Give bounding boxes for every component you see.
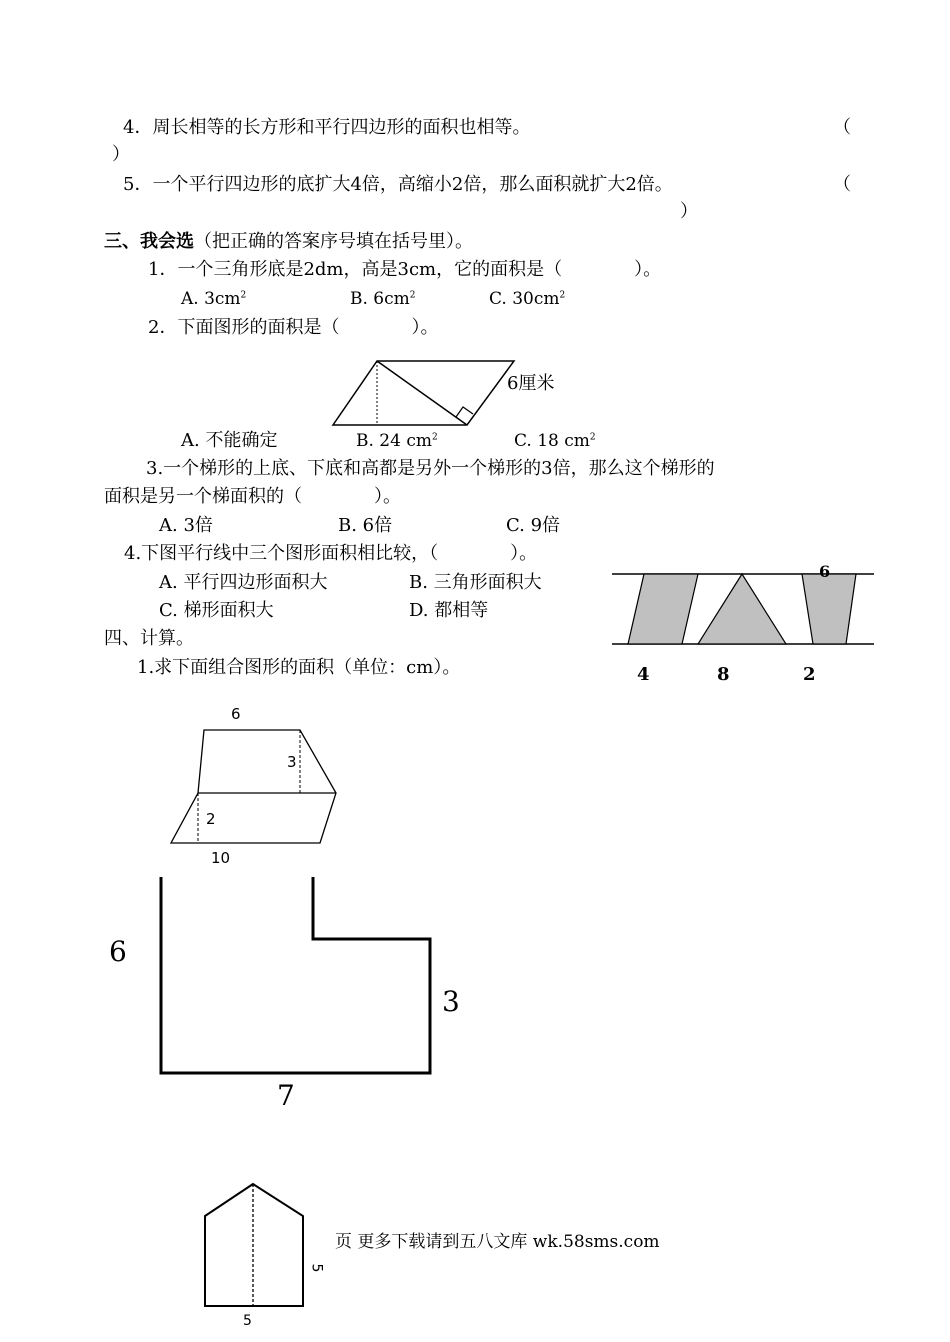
s4-fig1-composite-figure [168, 725, 348, 850]
s3-q4-text: 4.下图平行线中三个图形面积相比较，（ ）。 [124, 543, 538, 564]
section3-title: 三、我会选 [104, 231, 194, 252]
judge-q5-num: 5． [123, 174, 153, 195]
s3-q1-c-label: C. 30cm [489, 289, 560, 309]
footer-text: 页 更多下载请到五八文库 wk.58sms.com [335, 1232, 660, 1252]
judge-q5 [123, 174, 673, 196]
judge-q4-num: 4． [123, 117, 153, 138]
s4-q1-text: 1.求下面组合图形的面积（单位：cm）。 [137, 657, 461, 678]
s4-fig1-top-label: 6 [231, 705, 241, 723]
s3-q4-option-a: A. 平行四边形面积大 [159, 572, 328, 593]
s3-q1-a-label: A. 3cm [181, 289, 241, 309]
s4-fig3-bottom-label: 5 [243, 1313, 252, 1329]
s3-q1-text: 1．一个三角形底是2dm，高是3cm，它的面积是（ ）。 [148, 259, 662, 280]
s3-q2-option-a: A. 不能确定 [181, 430, 278, 451]
s3-q3-line1: 3.一个梯形的上底、下底和高都是另外一个梯形的3倍，那么这个梯形的 [146, 458, 715, 479]
s3-q4-option-c: C. 梯形面积大 [159, 600, 274, 621]
s4-fig1-upper-height-label: 3 [287, 753, 297, 771]
judge-q4-text: 周长相等的长方形和平行四边形的面积也相等。 [152, 117, 531, 138]
s3-q4-option-d: D. 都相等 [409, 600, 489, 621]
judge-q4 [123, 117, 530, 139]
s3-q4-fig-bottom-label-1: 4 [637, 664, 650, 685]
s3-q2-option-c [514, 430, 596, 452]
judge-q5-paren-open: （ [833, 174, 851, 195]
s3-q1-b-label: B. 6cm [350, 289, 410, 309]
s4-fig1-bottom-label: 10 [211, 849, 231, 867]
s3-q1-b-sup: 2 [409, 290, 416, 301]
s3-q3-option-c: C. 9倍 [506, 515, 561, 536]
s3-q2-option-b [356, 430, 438, 452]
judge-q5-paren-close: ） [680, 201, 698, 222]
shaded-triangle [698, 574, 786, 644]
section3-note: （把正确的答案序号填在括号里）。 [194, 231, 473, 252]
s3-q1-c-sup: 2 [559, 290, 566, 301]
s3-q4-parallel-lines-figure [610, 560, 880, 655]
s3-q4-fig-top-label: 6 [819, 562, 831, 581]
s3-q2-text: 2．下面图形的面积是（ ）。 [148, 317, 439, 338]
section4-title: 四、计算。 [104, 628, 194, 649]
s3-q2-parallelogram-figure [330, 358, 520, 430]
s4-fig2-right-label: 3 [442, 985, 460, 1018]
s3-q4-fig-bottom-label-3: 2 [803, 664, 816, 685]
s3-q2-c-sup: 2 [589, 432, 596, 443]
section3-heading [104, 231, 473, 253]
s4-fig3-right-label: 5 [308, 1263, 325, 1273]
s3-q3-line2: 面积是另一个梯面积的（ ）。 [104, 486, 401, 507]
s3-q4-fig-bottom-label-2: 8 [717, 664, 730, 685]
judge-q4-paren-open: （ [833, 117, 851, 138]
judge-q4-paren-close: ） [112, 144, 130, 165]
s3-q1-option-a [181, 288, 246, 310]
s3-q4-option-b: B. 三角形面积大 [409, 572, 542, 593]
s4-fig2-left-label: 6 [109, 935, 127, 968]
s3-q2-c-label: C. 18 cm [514, 431, 590, 451]
s4-fig2-bottom-label: 7 [277, 1079, 295, 1112]
judge-q5-text: 一个平行四边形的底扩大4倍，高缩小2倍，那么面积就扩大2倍。 [152, 174, 673, 195]
s3-q1-option-c [489, 288, 565, 310]
s3-q2-b-label: B. 24 cm [356, 431, 432, 451]
s4-fig3-house-figure [200, 1180, 310, 1310]
s3-q2-b-sup: 2 [431, 432, 438, 443]
s3-q3-option-b: B. 6倍 [338, 515, 393, 536]
s3-q1-option-b [350, 288, 416, 310]
s4-fig2-l-shape-figure [155, 875, 440, 1080]
s3-q3-option-a: A. 3倍 [159, 515, 213, 536]
shaded-parallelogram [628, 574, 698, 644]
shaded-trapezoid [802, 574, 856, 644]
s3-q2-fig-label: 6厘米 [507, 373, 555, 394]
s3-q1-a-sup: 2 [240, 290, 247, 301]
s4-fig1-lower-height-label: 2 [206, 810, 216, 828]
